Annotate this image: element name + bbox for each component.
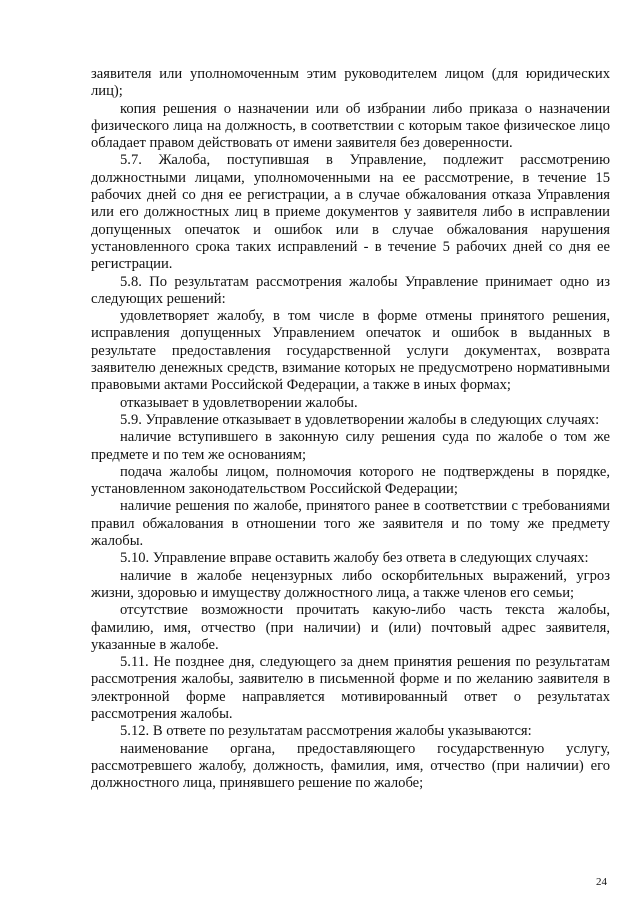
document-body: [91, 66, 610, 792]
paragraph: отказывает в удовлетворении жалобы.: [120, 394, 358, 411]
paragraph: 5.7. Жалоба, поступившая в Управление, подлежит рассмотрению должностными лицами, уполномоченными на ее рассмотрение, в течение 15 рабочих дней со дня ее регистрации, а в случае обжалования отказа Управления или его должностных лиц в приеме документов у заявителя либо в исправлении допущенных опечаток и ошибок или в случае обжалования нарушения установленного срока таких исправлений - в течение 5 рабочих дней со дня ее регистрации.: [91, 152, 610, 273]
paragraph: копия решения о назначении или об избрании либо приказа о назначении физического лица на должность, в соответствии с которым такое физическое лицо обладает правом действовать от имени заявителя без доверенности.: [91, 100, 610, 152]
paragraph: наименование органа, предоставляющего государственную услугу, рассмотревшего жалобу, должность, фамилия, имя, отчество (при наличии) его должностного лица, принявшего решение по жалобе;: [91, 740, 610, 792]
paragraph: наличие вступившего в законную силу решения суда по жалобе о том же предмете и по тем же основаниям;: [91, 429, 610, 463]
paragraph: 5.8. По результатам рассмотрения жалобы Управление принимает одно из следующих решений:: [91, 273, 610, 307]
paragraph: заявителя или уполномоченным этим руководителем лицом (для юридических лиц);: [91, 66, 610, 100]
paragraph: 5.12. В ответе по результатам рассмотрения жалобы указываются:: [120, 723, 532, 740]
paragraph: 5.10. Управление вправе оставить жалобу без ответа в следующих случаях:: [120, 550, 589, 567]
paragraph: 5.9. Управление отказывает в удовлетворении жалобы в следующих случаях:: [120, 411, 600, 428]
paragraph: наличие решения по жалобе, принятого ранее в соответствии с требованиями правил обжалования в отношении того же заявителя и по тому же предмету жалобы.: [91, 498, 610, 550]
paragraph: подача жалобы лицом, полномочия которого не подтверждены в порядке, установленном законодательством Российской Федерации;: [91, 463, 610, 498]
page-number: 24: [596, 876, 607, 888]
paragraph: 5.11. Не позднее дня, следующего за днем принятия решения по результатам рассмотрения жалобы, заявителю в письменной форме и по желанию заявителя в электронной форме направляется мотивированный ответ о результатах рассмотрения жалобы.: [91, 654, 610, 722]
paragraph: наличие в жалобе нецензурных либо оскорбительных выражений, угроз жизни, здоровью и имуществу должностного лица, а также членов его семьи;: [91, 567, 610, 601]
paragraph: удовлетворяет жалобу, в том числе в форме отмены принятого решения, исправления допущенных Управлением опечаток и ошибок в выданных в результате предоставления государственной услуги документах, возврата заявителю денежных средств, взимание которых не предусмотрено нормативными правовыми актами Российской Федерации, а также в иных формах;: [91, 308, 610, 394]
paragraph: отсутствие возможности прочитать какую-либо часть текста жалобы, фамилию, имя, отчество (при наличии) и (или) почтовый адрес заявителя, указанные в жалобе.: [91, 602, 610, 653]
